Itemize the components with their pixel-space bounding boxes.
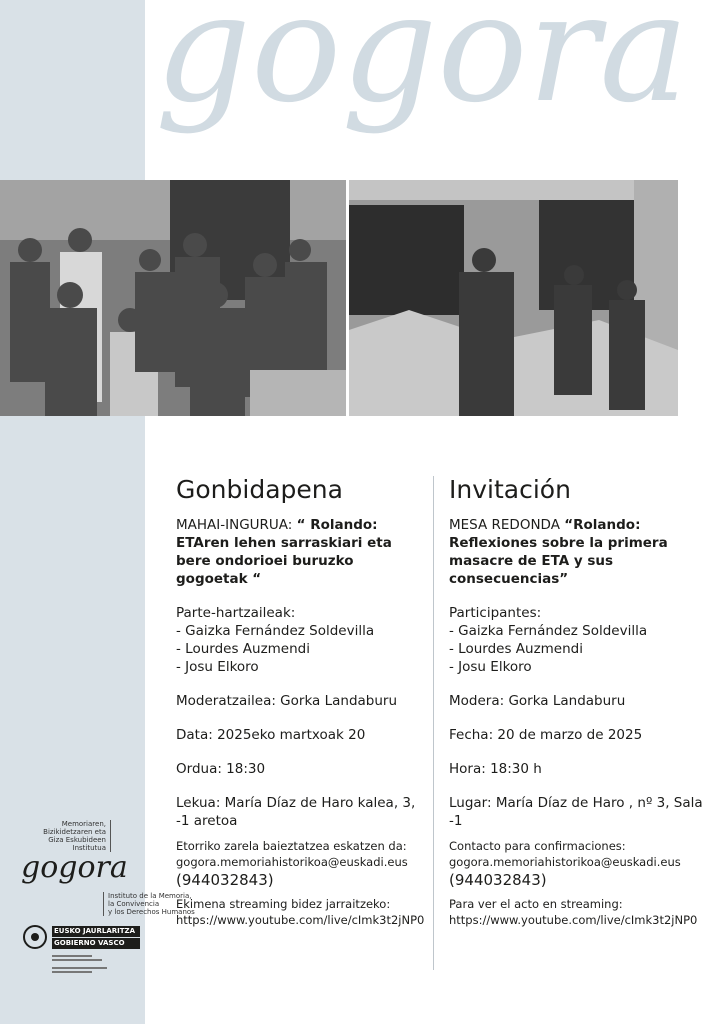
basque-participants-label: Parte-hartzaileak: — [176, 605, 296, 621]
spanish-event-title: “Rolando: Reflexiones sobre la primera masacre de ETA y sus consecuencias” — [449, 517, 668, 587]
logo-top-line: Memoriaren, — [61, 820, 106, 828]
spanish-email[interactable]: gogora.memoriahistorikoa@euskadi.eus — [449, 855, 681, 869]
watermark-text: gogora — [155, 0, 689, 136]
firefighters-photo — [0, 180, 346, 416]
logo-top-line: Bizikidetzaren eta — [43, 828, 106, 836]
gogora-watermark — [150, 0, 725, 150]
basque-event-title: “ Rolando: ETAren lehen sarraskiari eta bere ondorioei buruzko gogoetak “ — [176, 517, 392, 587]
basque-confirm-label: Etorriko zarela baieztatzea eskatzen da: — [176, 839, 407, 853]
spanish-participant: - Gaizka Fernández Soldevilla — [449, 623, 648, 639]
basque-participant: - Josu Elkoro — [176, 659, 259, 675]
logo-bottom-line: y los Derechos Humanos — [108, 908, 195, 916]
basque-phone: (944032843) — [176, 871, 274, 889]
logo-bottom-line: Instituto de la Memoria, — [108, 892, 192, 900]
rubble-photo — [349, 180, 678, 416]
basque-heading: Gonbidapena — [176, 475, 343, 504]
government-emblem-icon — [22, 925, 48, 949]
spanish-moderator: Modera: Gorka Landaburu — [449, 693, 626, 709]
spanish-column — [449, 476, 711, 928]
spanish-participant: - Josu Elkoro — [449, 659, 532, 675]
spanish-event — [449, 516, 711, 588]
spanish-participant: - Lourdes Auzmendi — [449, 641, 583, 657]
government-line-2: GOBIERNO VASCO — [52, 938, 140, 949]
basque-date: Data: 2025eko martxoak 20 — [176, 727, 366, 743]
basque-streaming-link[interactable]: https://www.youtube.com/live/cImk3t2jNP0 — [176, 913, 425, 927]
basque-event — [176, 516, 426, 588]
spanish-heading: Invitación — [449, 475, 571, 504]
basque-column — [176, 476, 426, 928]
basque-participant: - Lourdes Auzmendi — [176, 641, 310, 657]
column-divider — [433, 476, 434, 970]
logo-top-line: Giza Eskubideen — [48, 836, 106, 844]
spanish-place: Lugar: María Díaz de Haro , nº 3, Sala -1 — [449, 795, 703, 829]
logo-top-line: Institutua — [72, 844, 106, 852]
logo-name: gogora — [21, 850, 128, 885]
government-line-1: EUSKO JAURLARITZA — [52, 926, 140, 937]
basque-place: Lekua: María Díaz de Haro kalea, 3, -1 aretoa — [176, 795, 416, 829]
spanish-streaming-link[interactable]: https://www.youtube.com/live/cImk3t2jNP0 — [449, 913, 698, 927]
basque-time: Ordua: 18:30 — [176, 761, 266, 777]
basque-event-prefix: MAHAI-INGURUA: — [176, 517, 297, 533]
spanish-date: Fecha: 20 de marzo de 2025 — [449, 727, 643, 743]
spanish-participants-label: Participantes: — [449, 605, 542, 621]
spanish-confirm-label: Contacto para confirmaciones: — [449, 839, 626, 853]
basque-participant: - Gaizka Fernández Soldevilla — [176, 623, 375, 639]
logo-bottom-line: la Convivencia — [108, 900, 160, 908]
spanish-streaming-label: Para ver el acto en streaming: — [449, 897, 623, 911]
spanish-time: Hora: 18:30 h — [449, 761, 542, 777]
basque-email[interactable]: gogora.memoriahistorikoa@euskadi.eus — [176, 855, 408, 869]
spanish-phone: (944032843) — [449, 871, 547, 889]
basque-streaming-label: Ekimena streaming bidez jarraitzeko: — [176, 897, 391, 911]
basque-moderator: Moderatzailea: Gorka Landaburu — [176, 693, 398, 709]
spanish-event-prefix: MESA REDONDA — [449, 517, 565, 533]
